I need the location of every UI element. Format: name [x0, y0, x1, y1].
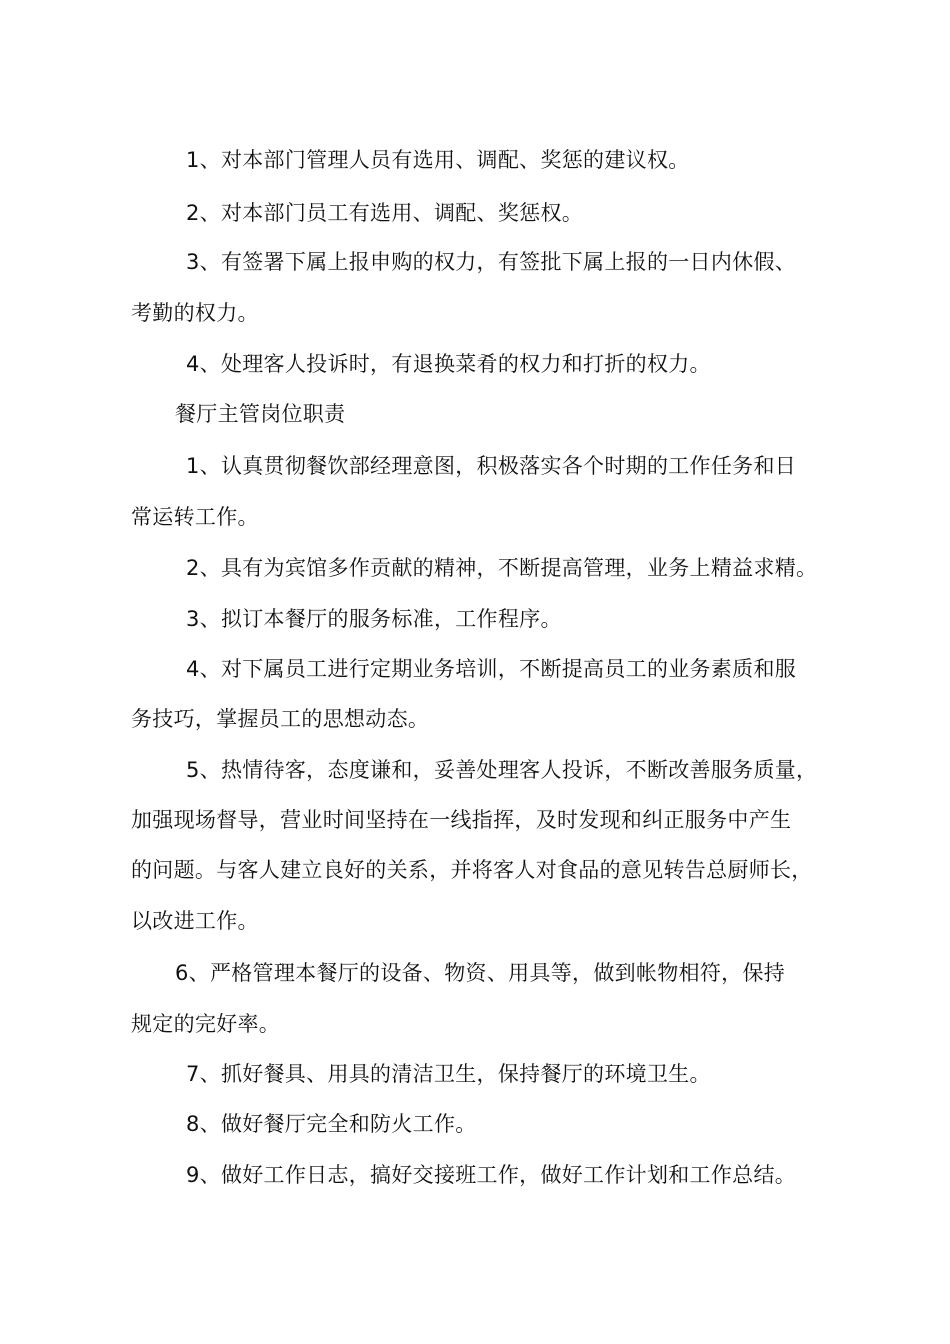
duty-item-2: 2、具有为宾馆多作贡献的精神，不断提高管理，业务上精益求精。: [186, 556, 818, 580]
duty-item-4-line-1: 4、对下属员工进行定期业务培训，不断提高员工的业务素质和服: [186, 657, 797, 681]
authority-item-2: 2、对本部门员工有选用、调配、奖惩权。: [186, 201, 584, 225]
duty-item-8: 8、做好餐厅完全和防火工作。: [186, 1112, 477, 1136]
duty-item-1-line-1: 1、认真贯彻餐饮部经理意图，积极落实各个时期的工作任务和日: [186, 454, 797, 478]
duty-item-7: 7、抓好餐具、用具的清洁卫生，保持餐厅的环境卫生。: [186, 1062, 711, 1086]
authority-item-4: 4、处理客人投诉时，有退换菜肴的权力和打折的权力。: [186, 352, 711, 376]
duty-item-1-line-2: 常运转工作。: [131, 505, 259, 529]
duty-item-9: 9、做好工作日志，搞好交接班工作，做好工作计划和工作总结。: [186, 1163, 797, 1187]
duty-item-4-line-2: 务技巧，掌握员工的思想动态。: [131, 707, 430, 731]
authority-item-3-line-1: 3、有签署下属上报申购的权力，有签批下属上报的一日内休假、: [186, 250, 797, 274]
duty-item-3: 3、拟订本餐厅的服务标准，工作程序。: [186, 607, 562, 631]
section-heading: 餐厅主管岗位职责: [175, 402, 346, 426]
duty-item-5-line-1: 5、热情待客，态度谦和，妥善处理客人投诉，不断改善服务质量，: [186, 758, 818, 782]
authority-item-1: 1、对本部门管理人员有选用、调配、奖惩的建议权。: [186, 148, 690, 172]
duty-item-6-line-1: 6、严格管理本餐厅的设备、物资、用具等，做到帐物相符，保持: [175, 961, 786, 985]
authority-item-3-line-2: 考勤的权力。: [131, 301, 259, 325]
duty-item-6-line-2: 规定的完好率。: [131, 1012, 281, 1036]
duty-item-5-line-3: 的问题。与客人建立良好的关系，并将客人对食品的意见转告总厨师长，: [131, 858, 813, 882]
duty-item-5-line-2: 加强现场督导，营业时间坚持在一线指挥，及时发现和纠正服务中产生: [131, 808, 792, 832]
duty-item-5-line-4: 以改进工作。: [131, 909, 259, 933]
